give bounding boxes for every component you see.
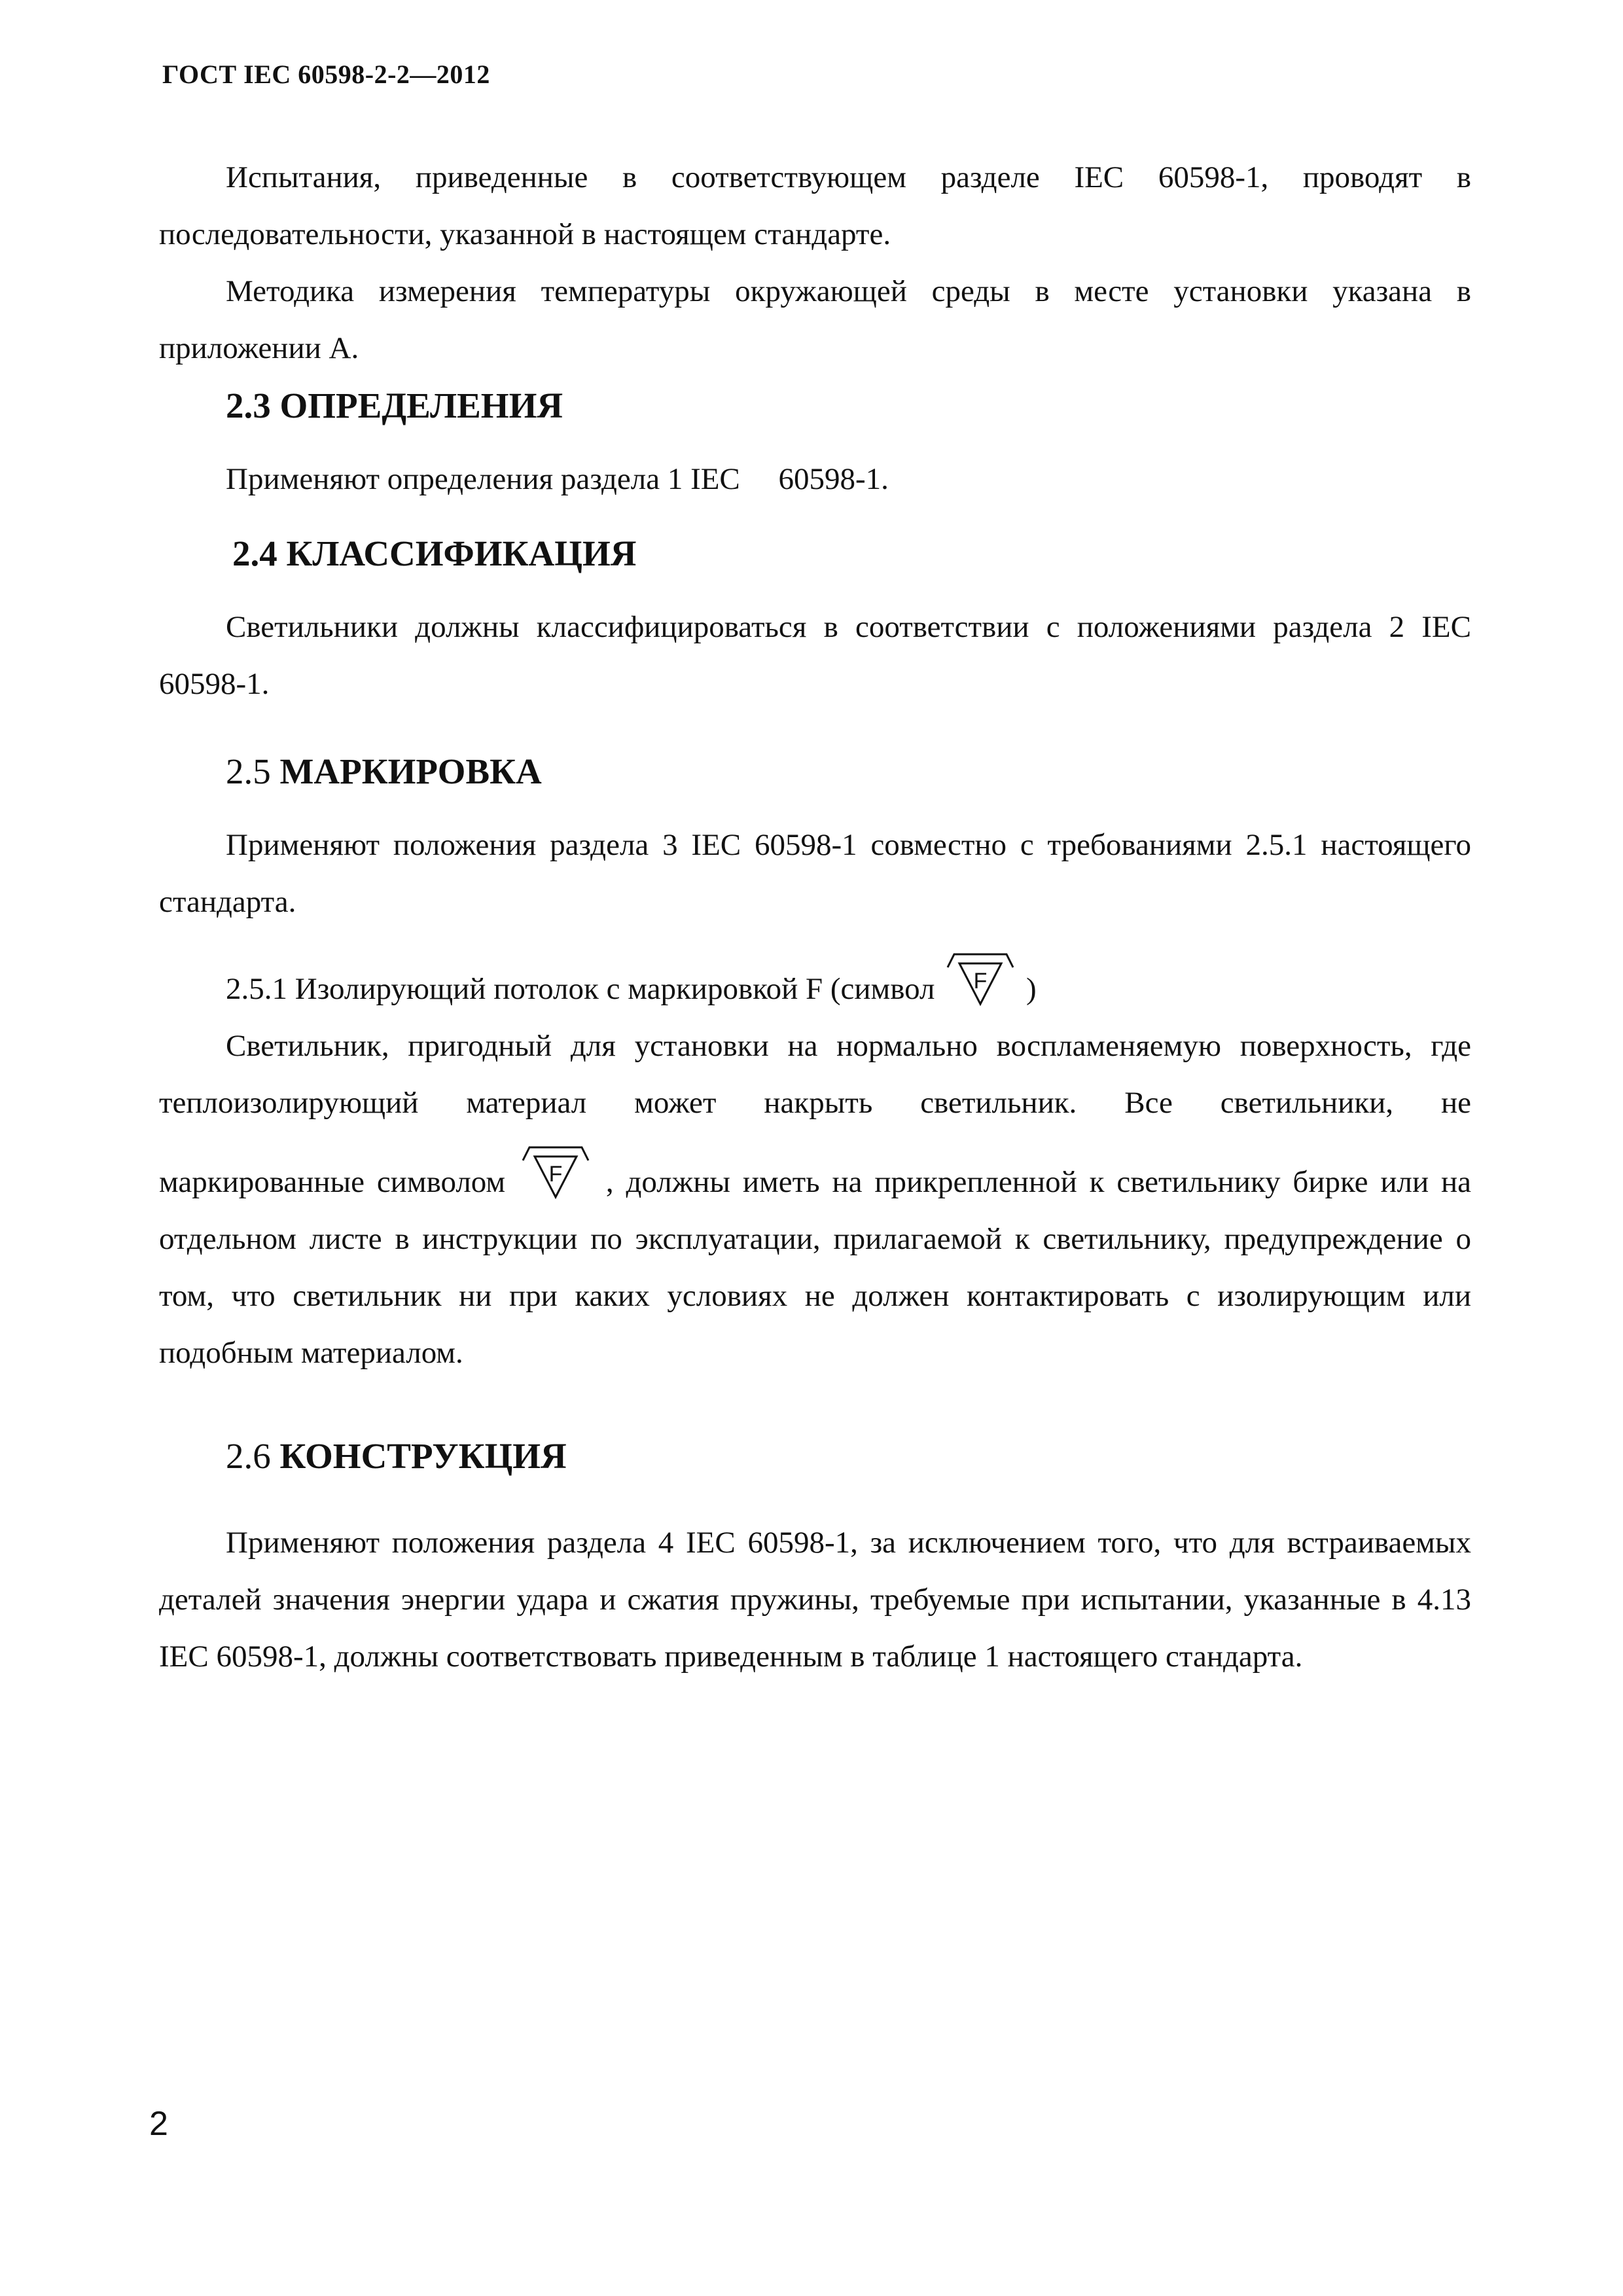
page-number: 2 — [149, 2105, 168, 2143]
section-number: 2.4 — [232, 533, 277, 573]
subsection-heading-2-5-1 — [159, 948, 1471, 1018]
section-heading-2-5 — [159, 743, 1471, 800]
section-number: 2.3 — [226, 386, 271, 425]
section-heading-2-4 — [159, 525, 1471, 582]
section-number: 2.5 — [226, 751, 271, 791]
section-title: ОПРЕДЕЛЕНИЯ — [279, 386, 563, 425]
section-2-5-text: Применяют положения раздела 3 IEC 60598-1 совместно с требованиями 2.5.1 настоящего стандарта. — [159, 828, 1471, 919]
section-2-6-text: Применяют положения раздела 4 IEC 60598-1, за исключением того, что для встраиваемых деталей значения энергии удара и сжатия пружины, требуемые при испытании, указанные в 4.13 IEC 60598-1, должны соответствовать приведенным в таблице 1 настоящего стандарта. — [159, 1526, 1471, 1674]
subsection-2-5-1-paragraph-1: Светильник, пригодный для установки на нормально воспламеняемую поверхность, где теплоизолирующий материал может накрыть светильник. Все светильники, не — [159, 1029, 1471, 1120]
section-title: МАРКИРОВКА — [279, 751, 542, 791]
section-title: КОНСТРУКЦИЯ — [279, 1436, 567, 1476]
f-mark-symbol-icon — [942, 948, 1018, 1011]
paragraph-rest-text: , должны иметь на прикрепленной к светильнику бирке или на отдельном листе в инструкции по эксплуатации, прилагаемой к светильнику, предупреждение о том, что светильник ни при каких условиях не должен контактировать с изолирующим или подобным материалом. — [159, 1165, 1471, 1370]
subsection-heading-text: 2.5.1 Изолирующий потолок с маркировкой F (символ — [226, 972, 935, 1006]
intro-paragraph-1: Испытания, приведенные в соответствующем разделе IEC 60598-1, проводят в последовательности, указанной в настоящем стандарте. — [159, 160, 1471, 251]
subsection-heading-close: ) — [1026, 972, 1037, 1006]
paragraph-lead-text: маркированные символом — [159, 1165, 506, 1199]
page-header-doc-id: ГОСТ IEC 60598-2-2—2012 — [162, 60, 490, 89]
subsection-2-5-1-paragraph-2 — [159, 1141, 1471, 1382]
section-2-3-text: Применяют определения раздела 1 IEC 60598-1. — [226, 462, 889, 496]
section-number: 2.6 — [226, 1436, 271, 1476]
section-title: КЛАССИФИКАЦИЯ — [286, 533, 637, 573]
svg-text:F: F — [973, 969, 988, 994]
f-mark-symbol-icon — [518, 1141, 594, 1204]
document-body — [159, 149, 1471, 1685]
intro-paragraph-2: Методика измерения температуры окружающей среды в месте установки указана в приложении А. — [159, 274, 1471, 365]
section-heading-2-6 — [159, 1427, 1471, 1484]
svg-text:F: F — [548, 1162, 563, 1187]
section-2-4-text: Светильники должны классифицироваться в соответствии с положениями раздела 2 IEC 60598-1. — [159, 610, 1471, 701]
section-heading-2-3 — [159, 377, 1471, 434]
